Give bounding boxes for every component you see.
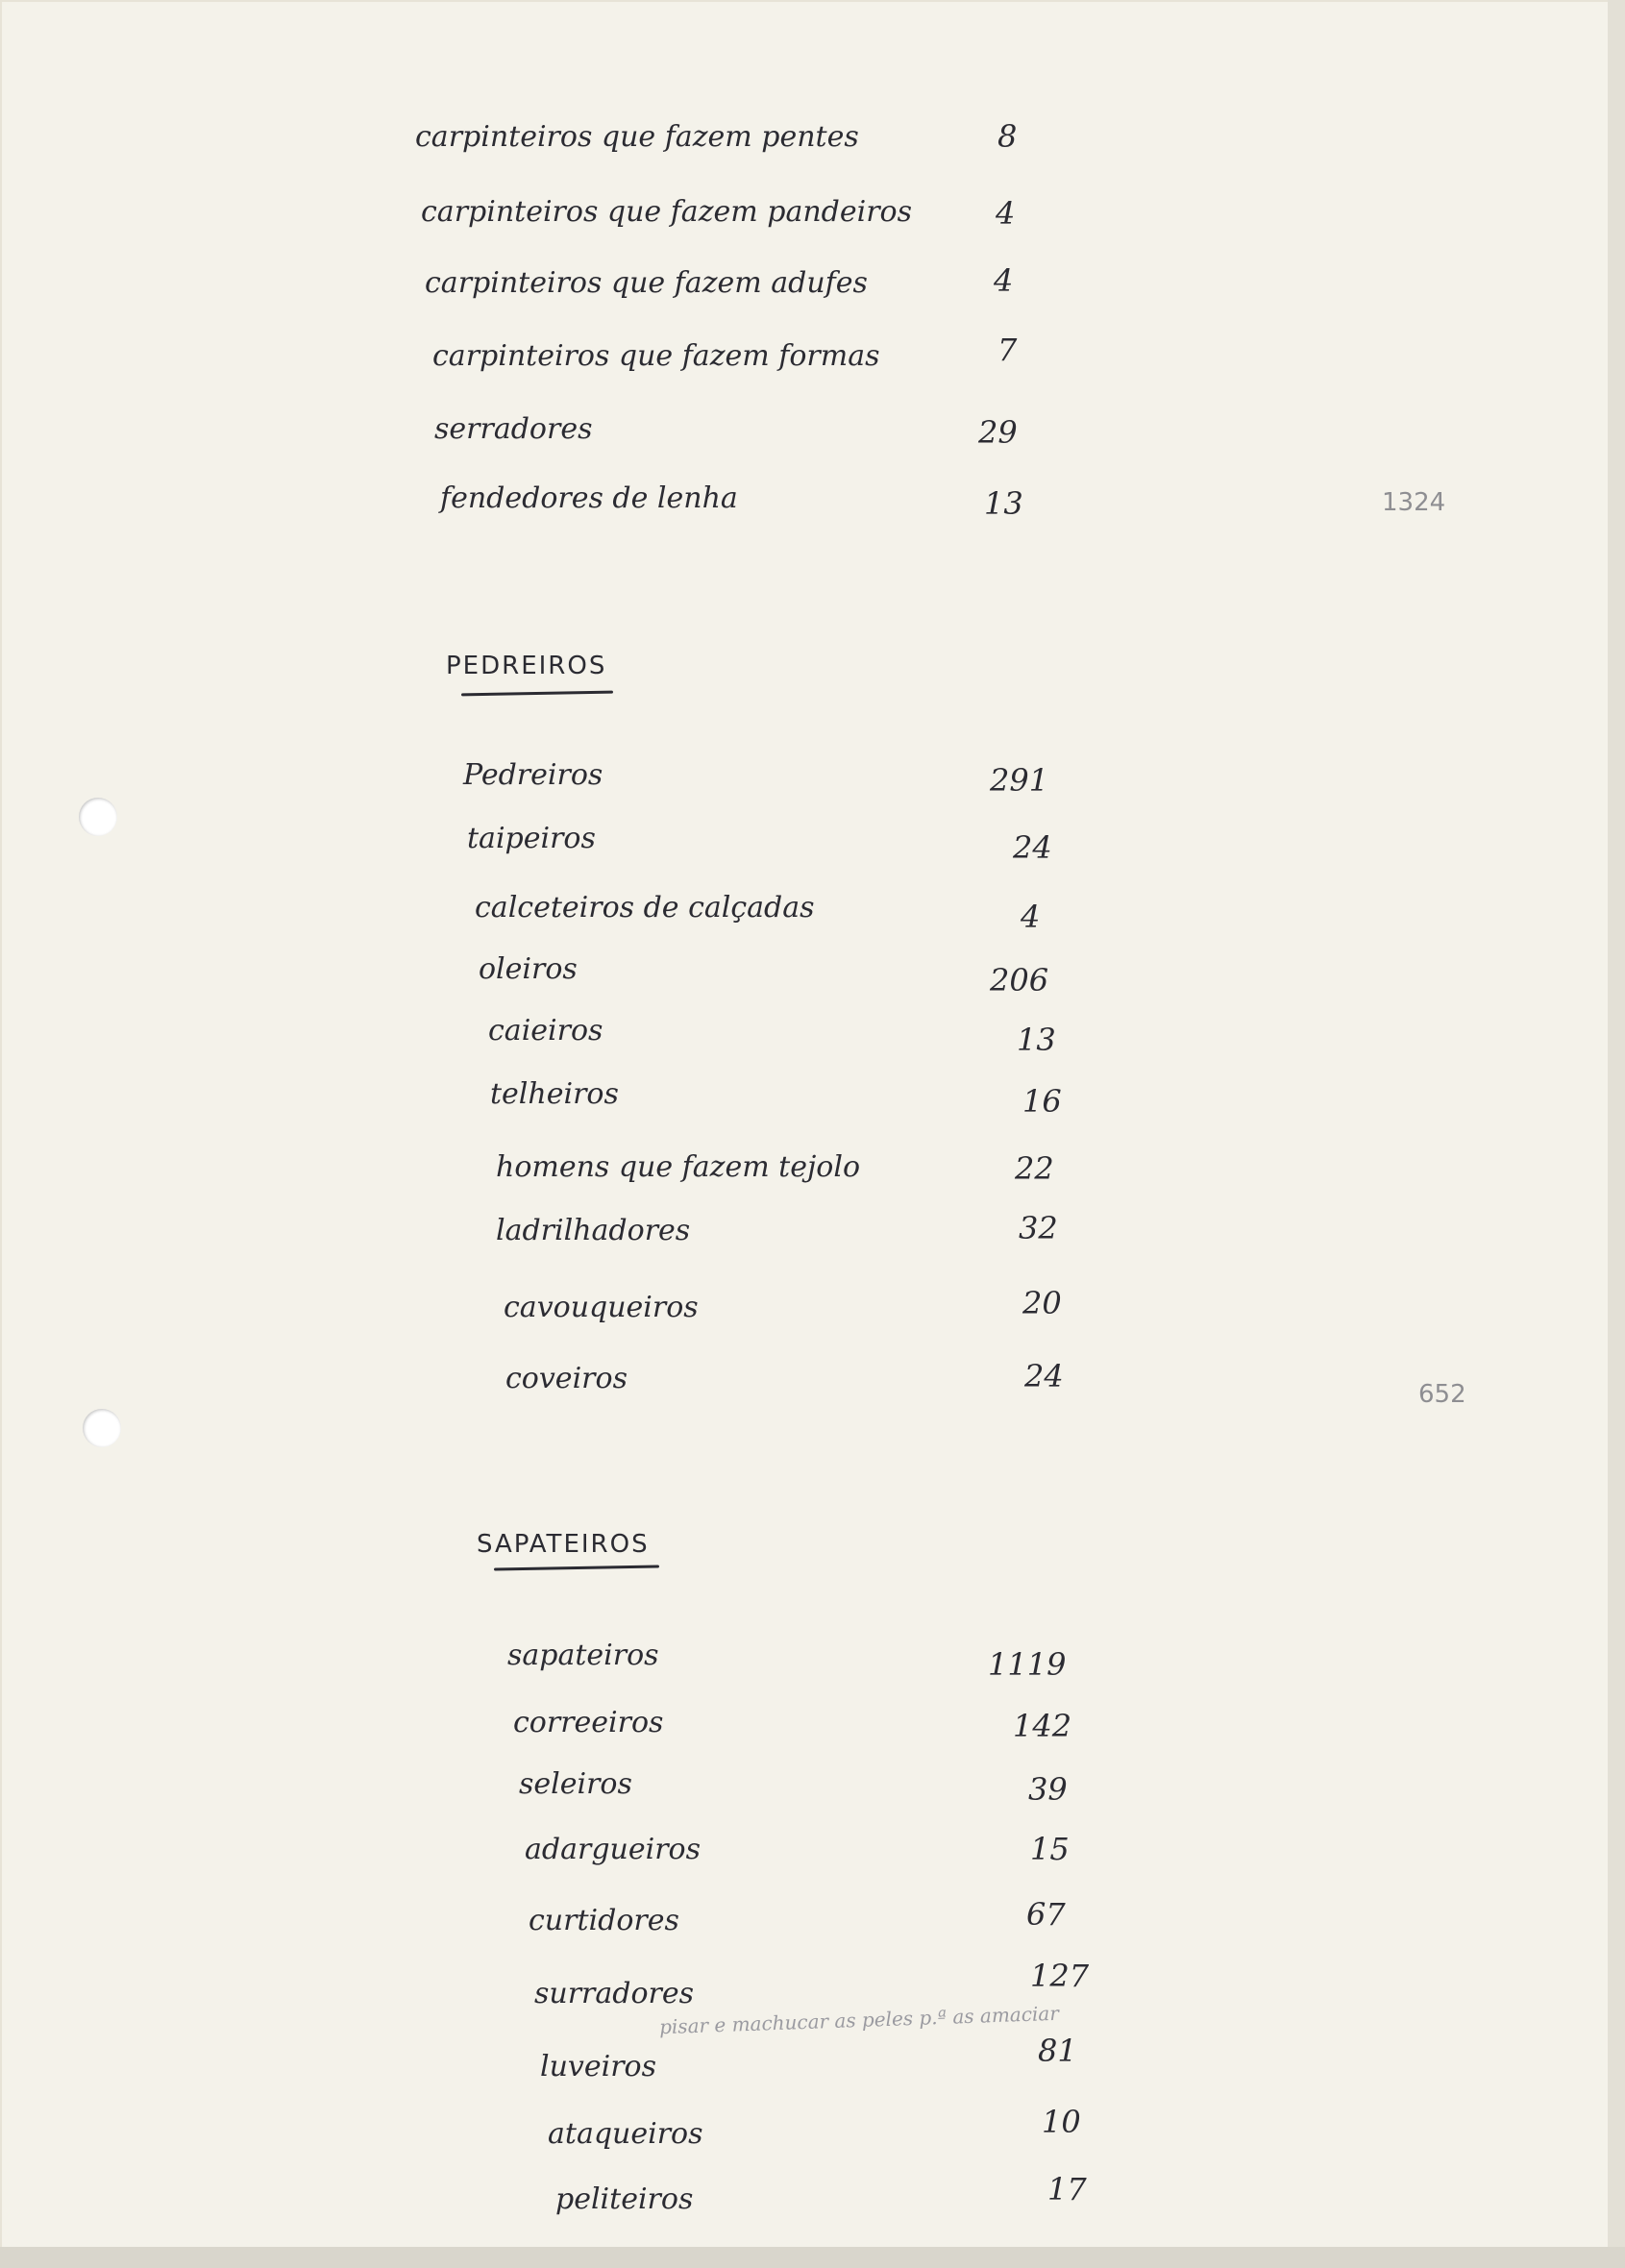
scan-edge-bottom: [0, 2247, 1625, 2268]
entry-value: 39: [1028, 1771, 1068, 1808]
entry-value: 4: [994, 262, 1014, 299]
entry-label: curtidores: [529, 1904, 679, 1937]
entry-value: 142: [1013, 1708, 1072, 1744]
entry-value: 4: [996, 195, 1016, 232]
entry-label: fendedores de lenha: [440, 481, 738, 515]
entry-value: 22: [1015, 1150, 1054, 1187]
entry-value: 24: [1024, 1358, 1064, 1394]
entry-value: 1119: [988, 1646, 1067, 1683]
heading-underline: [461, 691, 613, 697]
heading-underline: [494, 1565, 659, 1570]
entry-label: caieiros: [488, 1014, 603, 1048]
entry-label: correeiros: [513, 1706, 664, 1739]
entry-label: homens que fazem tejolo: [496, 1150, 861, 1184]
entry-label: cavouqueiros: [504, 1291, 699, 1324]
section-heading: PEDREIROS: [446, 652, 607, 680]
entry-label: ataqueiros: [548, 2117, 703, 2151]
entry-value: 29: [978, 414, 1018, 451]
punch-hole-lower: [83, 1409, 121, 1447]
punch-hole-upper: [79, 798, 117, 836]
entry-label: calceteiros de calçadas: [475, 891, 815, 924]
entry-label: carpinteiros que fazem formas: [432, 339, 880, 373]
entry-value: 8: [997, 118, 1018, 155]
entry-label: carpinteiros que fazem pandeiros: [421, 195, 912, 229]
entry-label: Pedreiros: [463, 758, 603, 792]
entry-value: 13: [1017, 1022, 1056, 1058]
entry-value: 15: [1030, 1831, 1070, 1867]
entry-value: 291: [990, 762, 1049, 799]
entry-value: 13: [984, 485, 1023, 522]
entry-value: 16: [1022, 1083, 1062, 1120]
entry-value: 17: [1047, 2171, 1087, 2207]
entry-label: luveiros: [540, 2050, 657, 2083]
entry-label: oleiros: [479, 952, 578, 986]
entry-label: taipeiros: [467, 822, 596, 855]
entry-label: peliteiros: [555, 2182, 694, 2216]
entry-value: 24: [1013, 829, 1052, 866]
scan-edge-right: [1608, 0, 1625, 2268]
entry-label: surradores: [534, 1977, 695, 2010]
entry-value: 206: [990, 962, 1049, 998]
entry-label: carpinteiros que fazem adufes: [425, 266, 868, 300]
entry-label: carpinteiros que fazem pentes: [415, 120, 859, 154]
entry-value: 7: [997, 332, 1018, 368]
entry-value: 4: [1021, 899, 1041, 935]
entry-label: seleiros: [519, 1767, 632, 1801]
pencil-annotation: pisar e machucar as peles p.ª as amaciar: [658, 2001, 1060, 2039]
entry-value: 127: [1030, 1958, 1090, 1994]
margin-total-pencil: 1324: [1382, 488, 1446, 517]
section-heading: SAPATEIROS: [477, 1530, 650, 1559]
entry-label: ladrilhadores: [496, 1214, 691, 1247]
entry-label: sapateiros: [507, 1639, 659, 1672]
entry-label: coveiros: [505, 1362, 628, 1395]
entry-value: 67: [1026, 1896, 1066, 1933]
margin-total-pencil: 652: [1418, 1380, 1466, 1409]
entry-value: 81: [1038, 2033, 1077, 2069]
entry-label: telheiros: [490, 1077, 619, 1111]
entry-value: 10: [1042, 2104, 1081, 2140]
entry-label: adargueiros: [525, 1833, 701, 1866]
entry-value: 32: [1019, 1210, 1058, 1246]
entry-value: 20: [1022, 1285, 1062, 1321]
entry-label: serradores: [434, 412, 593, 446]
